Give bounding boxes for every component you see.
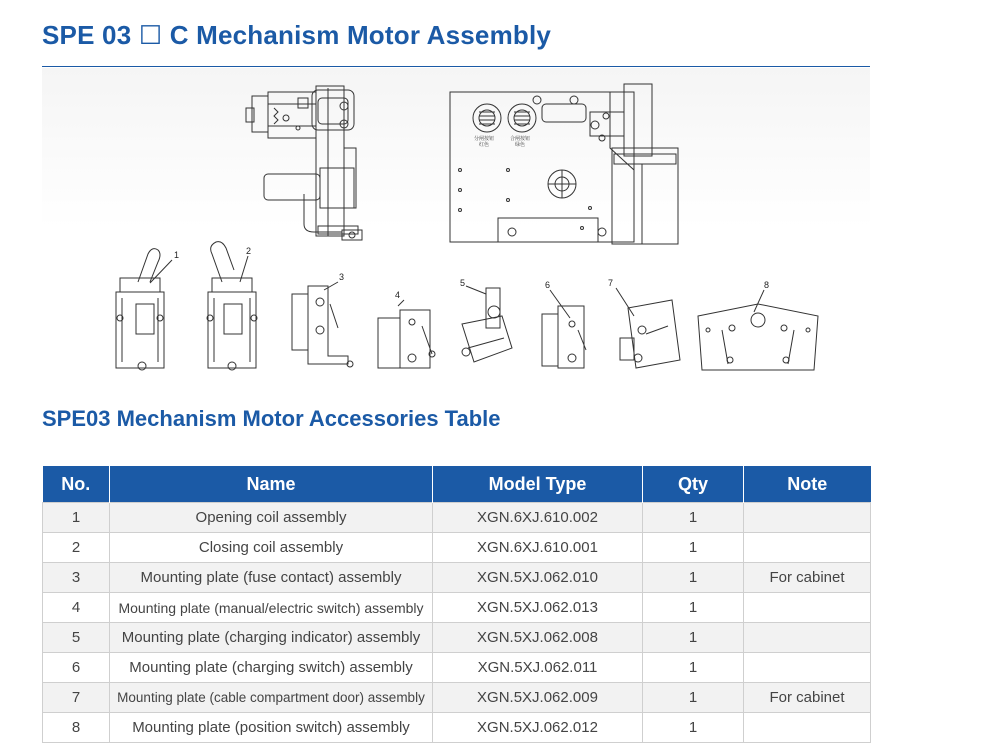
cell-note: [744, 713, 871, 743]
cell-model-type: XGN.5XJ.062.011: [433, 653, 643, 683]
title-divider: [42, 66, 870, 67]
header-note: Note: [744, 466, 871, 503]
accessory-7-drawing: [616, 288, 680, 368]
front-view-drawing: [450, 84, 678, 244]
cell-no: 7: [43, 683, 110, 713]
header-model-type: Model Type: [433, 466, 643, 503]
table-row: [43, 683, 871, 713]
page-title: SPE 03 ☐ C Mechanism Motor Assembly: [42, 20, 552, 50]
table-title: SPE03 Mechanism Motor Accessories Table: [42, 406, 501, 431]
cell-qty: 1: [643, 503, 744, 533]
mechanism-drawing: [42, 68, 870, 398]
cell-model-type: XGN.6XJ.610.001: [433, 533, 643, 563]
accessory-6-drawing: [542, 290, 586, 368]
cell-model-type: XGN.5XJ.062.013: [433, 593, 643, 623]
table-row: [43, 653, 871, 683]
accessory-4-drawing: [378, 300, 435, 368]
cell-name: Mounting plate (cable compartment door) assembly: [110, 683, 433, 713]
table-row: [43, 593, 871, 623]
table-header-row: [43, 466, 871, 503]
cell-no: 2: [43, 533, 110, 563]
cell-note: [744, 623, 871, 653]
cell-name: Opening coil assembly: [110, 503, 433, 533]
cell-model-type: XGN.6XJ.610.002: [433, 503, 643, 533]
cell-name: Mounting plate (charging indicator) assembly: [110, 623, 433, 653]
accessory-3-drawing: [292, 282, 353, 367]
callout-1: 1: [174, 250, 180, 260]
cell-qty: 1: [643, 713, 744, 743]
callout-6: 6: [545, 280, 551, 290]
cell-qty: 1: [643, 683, 744, 713]
cell-no: 5: [43, 623, 110, 653]
table-row: [43, 533, 871, 563]
cell-note: [744, 533, 871, 563]
table-row: [43, 713, 871, 743]
cell-name: Mounting plate (manual/electric switch) assembly: [110, 593, 433, 623]
header-qty: Qty: [643, 466, 744, 503]
table-row: [43, 503, 871, 533]
cell-note: [744, 503, 871, 533]
table-row: [43, 563, 871, 593]
label-close-color: 绿色: [515, 142, 526, 148]
cell-name: Mounting plate (fuse contact) assembly: [110, 563, 433, 593]
cell-no: 8: [43, 713, 110, 743]
header-name: Name: [110, 466, 433, 503]
cell-no: 6: [43, 653, 110, 683]
cell-note: [744, 593, 871, 623]
side-view-drawing: [246, 86, 362, 240]
callout-7: 7: [608, 278, 614, 288]
accessory-1-drawing: [116, 249, 172, 370]
cell-qty: 1: [643, 593, 744, 623]
cell-note: [744, 653, 871, 683]
cell-model-type: XGN.5XJ.062.009: [433, 683, 643, 713]
callout-3: 3: [339, 272, 345, 282]
cell-name: Mounting plate (charging switch) assembly: [110, 653, 433, 683]
accessory-5-drawing: [462, 286, 512, 362]
cell-note: For cabinet: [744, 683, 871, 713]
cell-qty: 1: [643, 653, 744, 683]
label-close-button: 合闸按钮: [510, 136, 531, 142]
cell-no: 4: [43, 593, 110, 623]
cell-model-type: XGN.5XJ.062.012: [433, 713, 643, 743]
accessories-table: [42, 466, 871, 743]
cell-name: Closing coil assembly: [110, 533, 433, 563]
callout-8: 8: [764, 280, 770, 290]
label-open-color: 红色: [479, 142, 490, 148]
cell-qty: 1: [643, 533, 744, 563]
accessory-2-drawing: [207, 242, 257, 370]
cell-qty: 1: [643, 563, 744, 593]
callout-2: 2: [246, 246, 252, 256]
table-row: [43, 623, 871, 653]
cell-no: 1: [43, 503, 110, 533]
cell-name: Mounting plate (position switch) assembly: [110, 713, 433, 743]
callout-4: 4: [395, 290, 401, 300]
accessory-8-drawing: [698, 290, 818, 370]
label-open-button: 分闸按钮: [474, 136, 495, 142]
cell-note: For cabinet: [744, 563, 871, 593]
cell-model-type: XGN.5XJ.062.010: [433, 563, 643, 593]
header-no: No.: [43, 466, 110, 503]
cell-qty: 1: [643, 623, 744, 653]
cell-no: 3: [43, 563, 110, 593]
callout-5: 5: [460, 278, 466, 288]
cell-model-type: XGN.5XJ.062.008: [433, 623, 643, 653]
